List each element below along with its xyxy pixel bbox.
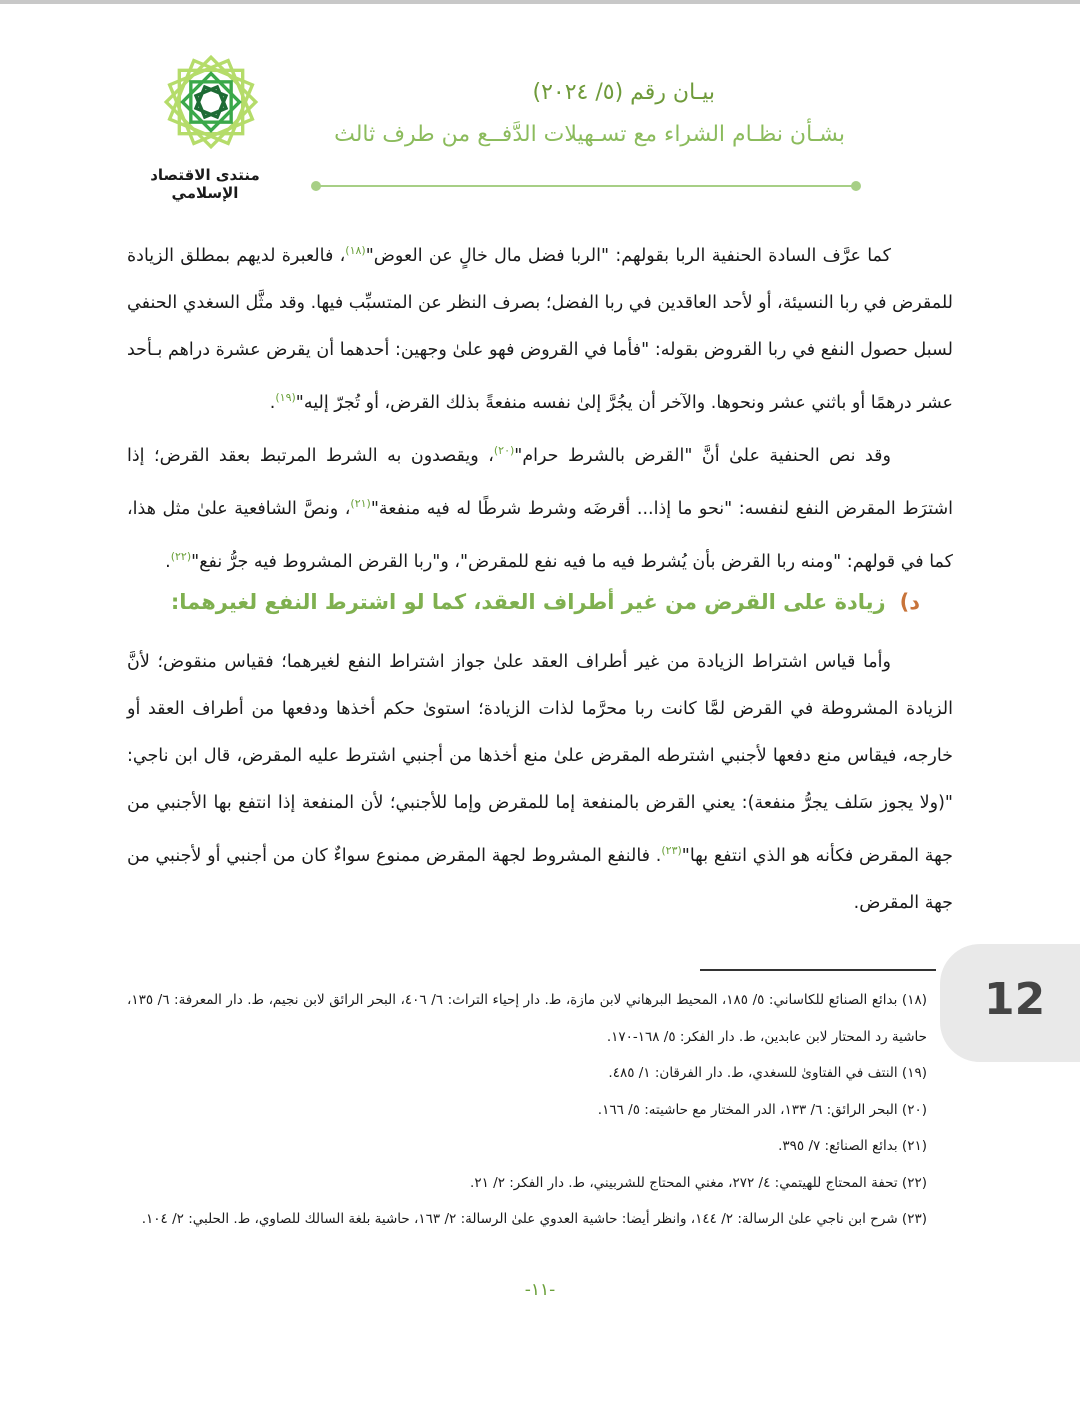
paragraph-text [127, 639, 953, 927]
section-heading-text: زيادة على القرض من غير أطراف العقد، كما لو اشترط النفع لغيرهما: [170, 590, 886, 614]
footnote-ref[interactable]: (٢٠) [493, 444, 515, 457]
text-segment: وأما قياس اشتراط الزيادة من غير أطراف العقد علىٰ جواز اشتراط النفع لغيرهما؛ فقياس منقوض؛ لأنَّ الزيادة المشروطة في القرض لمَّا كانت ربا محرَّما لذات الزيادة؛ استوىٰ حكم أخذها ودفعها من أطراف العقد أو خارجه، فيقاس منع دفعها لأجنبي اشترطه المقرض علىٰ منع أخذها من أجنبي اشترط عليه المقرض، قال ابن ناجي: "(ولا يجوز سَلف يجرُّ منفعة): يعني القرض بالمنفعة إما للمقرض وإما للأجنبي؛ لأن المنفعة إذا انتفع بها الأجنبي من جهة المقرض فكأنه هو الذي انتفع بها" [127, 652, 953, 866]
text-segment: . فالنفع المشروط لجهة المقرض ممنوع سواءٌ كان من أجنبي أو لأجنبي من جهة المقرض. [127, 845, 953, 913]
footnote-19: (١٩) النتف في الفتاوىٰ للسغدي، ط. دار الفرقان: ١/ ٤٨٥. [608, 1065, 927, 1081]
footnote-ref[interactable]: (٢٢) [170, 549, 192, 563]
footnote-ref[interactable]: (٢٣) [661, 844, 682, 857]
paragraph-3 [127, 639, 953, 927]
paragraph-1 [127, 227, 953, 427]
divider-dot [311, 181, 321, 191]
divider-dot [851, 181, 861, 191]
paragraph-text [127, 227, 953, 427]
footnote-22: (٢٢) تحفة المحتاج للهيتمي: ٤/ ٢٧٢، مغني المحتاج للشربيني، ط. دار الفكر: ٢/ ٢١. [470, 1174, 927, 1191]
text-segment: . [165, 551, 171, 572]
footnote-ref[interactable]: (٢١) [350, 496, 371, 510]
footnote-ref[interactable]: (١٩) [275, 390, 296, 404]
org-name: منتدى الاقتصاد الإسلامي [150, 166, 260, 202]
text-segment: ، فالعبرة لديهم بمطلق الزيادة للمقرض في ربا النسيئة، أو لأحد العاقدين في ربا الفضل؛ بصرف النظر عن المتسبِّب فيها. وقد مثَّل السغدي الحنفي لسبل حصول النفع في ربا القروض بقوله: "فأما في القروض فهو علىٰ وجهين: أحدهما أن يقرض عشرة دراهم بـأحد عشر درهمًا أو باثني عشر ونحوها. والآخر أن يجُرَّ إلىٰ نفسه منفعةً بذلك القرض، أو تُجرّ إليه" [127, 245, 953, 413]
forum-logo-icon [163, 52, 259, 152]
footnote-23: (٢٣) شرح ابن ناجي علىٰ الرسالة: ٢/ ١٤٤، وانظر أيضا: حاشية العدوي علىٰ الرسالة: ٢/ ١٦٣، حاشية بلغة السالك للصاوي، ط. الحلبي: ٢/ ١٠٤. [141, 1211, 927, 1227]
footnote-18: (١٨) بدائع الصنائع للكاساني: ٥/ ١٨٥، المحيط البرهاني لابن مازة، ط. دار إحياء التراث: ٦/ ٤٠٦، البحر الرائق لابن نجيم، ط. دار المعرفة: ٦/ ١٣٥، حاشية رد المحتار لابن عابدين، ط. دار الفكر: ٥/ ١٦٨-١٧٠. [127, 992, 927, 1045]
header-divider [316, 185, 856, 187]
footnote-ref[interactable]: (١٨) [345, 244, 366, 257]
text-segment: وقد نص الحنفية علىٰ أنَّ "القرض بالشرط حرام" [514, 445, 891, 466]
statement-number: بيـان رقم (٥/ ٢٠٢٤) [532, 80, 715, 105]
footnote-20: (٢٠) البحر الرائق: ٦/ ١٣٣، الدر المختار مع حاشيته: ٥/ ١٦٦. [597, 1101, 927, 1118]
footnotes [127, 982, 927, 1238]
footnote-separator [700, 969, 936, 971]
text-segment: كما عرَّف السادة الحنفية الربا بقولهم: "الربا فضل مال خالٍ عن العوض" [365, 245, 891, 266]
statement-subject: بشـأن نظـام الشراء مع تسـهيلات الدَّفــع من طرف ثالث [334, 122, 845, 147]
text-segment: . [269, 392, 276, 413]
text-segment: ، ونصَّ الشافعية علىٰ مثل هذا، كما في قولهم: "ومنه ربا القرض بأن يُشرط فيه ما فيه نفع للمقرض"، و"ربا القرض المشروط فيه جرُّ نفع" [127, 498, 953, 572]
viewer-page-number: 12 [984, 974, 1046, 1025]
footnote-21: (٢١) بدائع الصنائع: ٧/ ٣٩٥. [778, 1138, 927, 1154]
page-number: -١١- [524, 1280, 556, 1300]
paragraph-text [127, 427, 953, 585]
viewer-page-indicator [940, 944, 1080, 1062]
paragraph-2 [127, 427, 953, 585]
text-segment: ، ويقصدون به الشرط المرتبط بعقد القرض؛ إذا اشترَط المقرض النفع لنفسه: "نحو ما إذا... أقرضَه وشرط شرطًا له فيه منفعة" [127, 445, 953, 519]
section-letter: د) [899, 590, 920, 614]
viewer-top-bar [0, 0, 1080, 4]
section-heading [171, 590, 920, 614]
